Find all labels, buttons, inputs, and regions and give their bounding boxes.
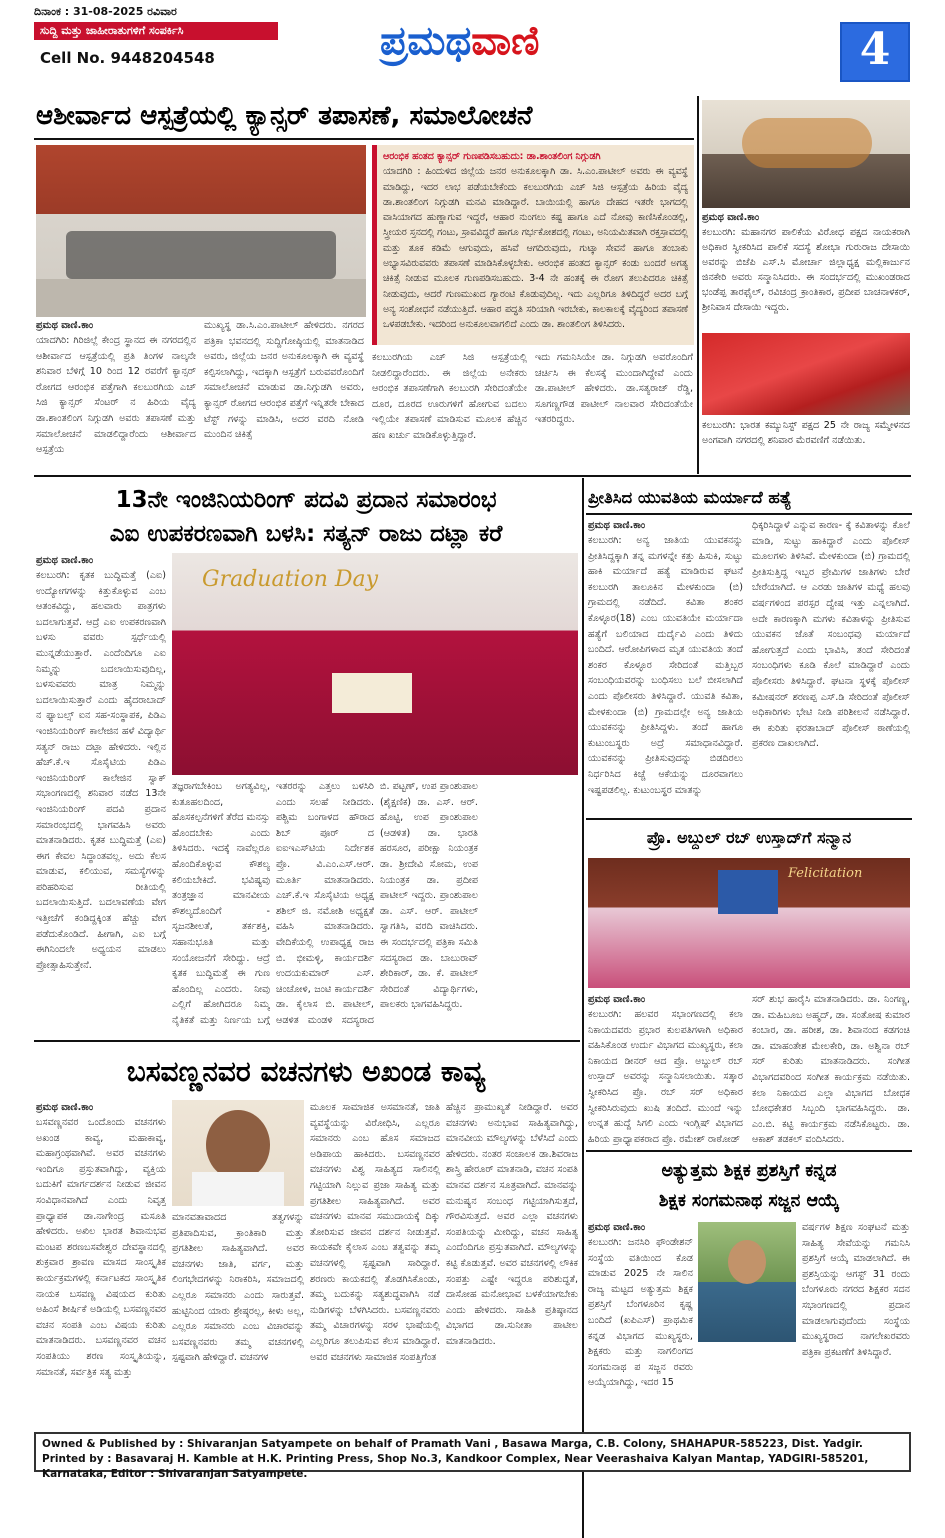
story5-byline: ಪ್ರಮಥ ವಾಣಿ.ಕಾಂ — [36, 1102, 94, 1113]
story6-headline-1: ಅತ್ಯುತ್ತಮ ಶಿಕ್ಷಕ ಪ್ರಶಸ್ತಿಗೆ ಕನ್ನಡ — [661, 1161, 837, 1181]
story6-headline-2: ಶಿಕ್ಷಕ ಸಂಗಮನಾಥ ಸಜ್ಜನ ಆಯ್ಕೆ — [658, 1191, 840, 1211]
story3-column-1: ಕಲಬುರಗಿ: ಅನ್ಯ ಜಾತಿಯ ಯುವಕನನ್ನು ಪ್ರೀತಿಸಿದ್ದಕ್ಕಾಗಿ ತನ್ನ ಮಗಳನ್ನೇ ಕತ್ತು ಹಿಸುಕಿ, ಸುಟ್ಟು ಹಾಕಿ ಮರ್ಯಾದೆ ಹತ್ಯೆ ಮಾಡಿರುವ ಘಟನೆ ಕಲಬುರಗಿ ತಾಲೂಕಿನ ಮೇಳಕುಂದಾ (ಬಿ) ಗ್ರಾಮದಲ್ಲಿ ನಡೆದಿದೆ. ಕವಿತಾ ಶಂಕರ ಕೊಳ್ಳೂರ(18) ಎಂಬ ಯುವತಿಯೇ ಮರ್ಯಾದಾ ಹತ್ಯೆಗೆ ಬಲಿಯಾದ ದುರ್ದೈವಿ ಎಂದು ತಿಳಿದು ಬಂದಿದೆ. ಆರೋಪಿಗಳಾದ ಮೃತ ಯುವತಿಯ ತಂದೆ ಶಂಕರ ಕೊಳ್ಳೂರ ಸೇರಿದಂತೆ ಮತ್ತಿಬ್ಬರ ಸಂಬಂಧಿಯವರನ್ನು ಬಂಧಿಸಲು ಬಲೆ ಬೀಸಲಾಗಿದೆ ಎಂದು ಪೊಲೀಸರು ತಿಳಿಸಿದ್ದಾರೆ. ಯುವತಿ ಕವಿತಾ, ಮೇಳಕುಂದಾ (ಬಿ) ಗ್ರಾಮದಲ್ಲೇ ಅನ್ಯ ಜಾತಿಯ ಯುವಕನನ್ನು ಪ್ರೀತಿಸಿದ್ದಳು. ತಂದೆ ಹಾಗೂ ಕುಟುಂಬಸ್ಥರು ಅದ್ರೆ ಸಮಾಧಾನವಿದ್ದಾರೆ. ಯುವಕನನ್ನು ಪ್ರೀತಿಸುವುದನ್ನು ಬಿಡದಿರಲು ನಿರ್ಧರಿಸಿದ ಕಿಚ್ಚೆ ಆಕೆಯನ್ನು ದೂರವಾಗಲು ಇಷ್ಟಪಡಲಿಲ್ಲ. ಕುಟುಂಬಸ್ಥರ ಮಾತನ್ನು — [588, 535, 743, 796]
teacher-portrait — [698, 1222, 796, 1342]
story1-column-3: ಕಲಬುರಗಿಯ ಎಚ್ ಸಿಜಿ ಆಸ್ಪತ್ರೆಯಲ್ಲಿ ನೀಡಲಿದ್ದಾರೆಂದರು. ಈ ಜಿಲ್ಲೆಯ ಅನೇಕರು ಆರಂಭಿಕ ತಪಾಸಣೆಗಾಗಿ ಕಲಬುರಗಿ ಸೇರಿದಂತೆಯೇ ದೂರ, ದೂರದ ಊರುಗಳಿಗೆ ಹೋಗುವ ಬದಲು ಇಲ್ಲಿಯೇ ತಪಾಸಣೆ ಮಾಡಿಸುವ ಮೂಲಕ ಹೆಚ್ಚಿನ ಹಣ ಖರ್ಚು ಮಾಡಿಕೊಳ್ಳುತ್ತಿದ್ದಾರೆ. — [372, 352, 527, 441]
felicitation-photo — [702, 100, 910, 208]
divider — [34, 475, 911, 477]
story5-column-4: ಹೆಚ್ಚಿನ ಪ್ರಾಮುಖ್ಯತೆ ನೀಡಿದ್ದಾರೆ. ಅವರ ವಚನಗಳು ಅನುಭಾವ ಸಾಹಿತ್ಯವಾಗಿದ್ದು, ಮಾನವೀಯ ಮೌಲ್ಯಗಳನ್ನು ಬೆಳೆಸಿದೆ ಎಂದು ಹೇಳಿದರು. ನಂತರ ಸಂಚಾಲಕ ಡಾ.ಶಿವರಾಜ ಶಾಸ್ತ್ರಿ ಹೇರೂರ್ ಮಾತನಾಡಿ, ವಚನ ಸಂಪತಿ ಮಾನವ ದರ್ಶನ ಸೂತ್ರವಾಗಿದೆ. ಮಾನವನ್ನು ಮನುಷ್ಯನ ಸಂಬಂಧ ಗಟ್ಟಿಯಾಗಿಸುತ್ತದೆ, ಗೌರವಿಸುತ್ತದೆ. ಅವರ ಎಲ್ಲಾ ವಚನಗಳು ಸಂಪತಿಯನ್ನು ಮೀರಿದ್ದು, ವಚನ ಸಾಹಿತ್ಯ ಎಂದೆಂದಿಗೂ ಪ್ರಸ್ತುತವಾಗಿದೆ. ಮೌಲ್ಯಗಳನ್ನು ಕಟ್ಟಿ ಕೊಡುತ್ತವೆ. ಅವರ ವಚನಗಳಲ್ಲಿ ಲೌಕಿಕ ಸಂಪತ್ತು ಎಷ್ಟೇ ಇದ್ದರೂ ಪರಿಶುದ್ಧತೆ, ದಾಸೋಹ ಮನೋಭಾವ ಬಳಕೆಯಾಗಬೇಕು ಎಂದು ಹೇಳಿದರು. ಸಾಹಿತಿ ಪ್ರತಿಷ್ಠಾನದ ವಿಭಾಗದ ಡಾ.ಸುನೀತಾ ಪಾಟೀಲ ಮಾತನಾಡಿದರು. — [446, 1102, 578, 1347]
story2-headline-1: 13ನೇ ಇಂಜಿನಿಯರಿಂಗ್ ಪದವಿ ಪ್ರದಾನ ಸಮಾರಂಭ — [115, 487, 497, 513]
felicitation-caption: ಕಲಬುರಗಿ: ಮಹಾನಗರ ಪಾಲಿಕೆಯ ವಿರೋಧ ಪಕ್ಷದ ನಾಯಕರಾಗಿ ಅಧಿಕಾರ ಸ್ವೀಕರಿಸಿದ ಪಾಲಿಕೆ ಸದಸ್ಯೆ ಶೋಭಾ ಗುರುರಾಜ ದೇಸಾಯಿ ಅವರನ್ನು ಬಿಜೆಪಿ ಎಸ್.ಸಿ ಮೋರ್ಚಾ ಜಿಲ್ಲಾಧ್ಯಕ್ಷ ಮಲ್ಲಿಕಾರ್ಜುನ ಜಿನಕೇರಿ ಅವರು ಸನ್ಮಾನಿಸಿದರು. ಈ ಸಂದರ್ಭದಲ್ಲಿ ಮುಖಂಡರಾದ ಭಂಡೆಪ್ಪ ತಾರಫೈಲ್, ರವಿಚಂದ್ರ ಕ್ರಾಂತಿಕಾರ, ಪ್ರದೀಪ ಬಾಚನಾಳಕರ್, ಶ್ರೀನಿವಾಸ ದೇಸಾಯಿ ಇದ್ದರು. — [702, 227, 910, 313]
divider — [34, 1040, 580, 1042]
story5-column-1: ಬಸವಣ್ಣನವರ ಒಂದೊಂದು ವಚನಗಳು ಅಖಂಡ ಕಾವ್ಯ, ಮಹಾಕಾವ್ಯ, ಮಹಾಗ್ರಂಥವಾಗಿವೆ. ಅವರ ವಚನಗಳು ಇಂದಿಗೂ ಪ್ರಸ್ತುತವಾಗಿದ್ದು, ವ್ಯಕ್ತಿಯ ಬದುಕಿಗೆ ಮಾರ್ಗದರ್ಶನ ನೀಡುವ ಜೀವನ ಸಂವಿಧಾನವಾಗಿದೆ ಎಂದು ನಿವೃತ್ತ ಪ್ರಾಧ್ಯಾಪಕ ಡಾ.ನಾಗೇಂದ್ರ ಮಸೂತಿ ಹೇಳಿದರು. ಅಖಿಲ ಭಾರತ ಶಿವಾನುಭವ ಮಂಟಪ ಶರಣಬಸವೇಶ್ವರ ದೇವಸ್ಥಾನದಲ್ಲಿ ಶುಕ್ರವಾರ ಶ್ರಾವಣ ಮಾಸದ ಸಾಂಸ್ಕೃತಿಕ ಕಾರ್ಯಕ್ರಮಗಳಲ್ಲಿ ಕರ್ನಾಟಕದ ಸಾಂಸ್ಕೃತಿಕ ನಾಯಕ ಬಸವಣ್ಣ ವಿಷಯದ ಕುರಿತು ಅಹಿಂಸೆ ಶೀರ್ಷಿಕೆ ಅಡಿಯಲ್ಲಿ ಬಸವಣ್ಣನವರ ವಚನ ಸಂಪತಿ ಎಂಬ ವಿಷಯ ಕುರಿತು ಮಾತನಾಡಿದರು. ಬಸವಣ್ಣನವರ ವಚನ ಸಂಪತಿಯು ಶರಣ ಸಂಸ್ಕೃತಿಯನ್ನು, ಸಮಾನತೆ, ಸರ್ವತ್ರಿಕ ಸತ್ಯ ಮತ್ತು — [36, 1117, 166, 1378]
story2-column-5 — [484, 779, 578, 1032]
story2-column-4: ಬಿ. ಪಟ್ಟಣ್, ಉಪ ಪ್ರಾಂಶುಪಾಲ (ಶೈಕ್ಷಣಿಕ) ಡಾ. ಎಸ್. ಆರ್. ಹೊಟ್ಟಿ, ಉಪ ಪ್ರಾಂಶುಪಾಲ (ಆಡಳಿತ) ಡಾ. ಭಾರತಿ ಹರಸೂರ, ಪರೀಕ್ಷಾ ನಿಯಂತ್ರಕ ಡಾ. ಶ್ರೀದೇವಿ ಸೋಮ, ಉಪ ನಿಯಂತ್ರಕ ಡಾ. ಪ್ರದೀಪ ಪಾಟೀಲ್ ಇದ್ದರು. ಪ್ರಾಂಶುಪಾಲ ಡಾ. ಎಸ್. ಆರ್. ಪಾಟೀಲ್ ಸ್ವಾಗತಿಸಿ, ವರದಿ ವಾಚಿಸಿದರು. ಈ ಸಂದರ್ಭದಲ್ಲಿ ಪತ್ರಿಕಾ ಸಮಿತಿ ಸದಸ್ಯರಾದ ಡಾ. ಬಾಬುರಾವ್ ಶೇರಿಕಾರ್, ಡಾ. ಕೆ. ಪಾಟೀಲ್ ಸೇರಿದಂತೆ ವಿದ್ಯಾರ್ಥಿಗಳು, ಪಾಲಕರು ಭಾಗವಹಿಸಿದ್ದರು. — [380, 781, 478, 1011]
story1-headline: ಆಶೀರ್ವಾದ ಆಸ್ಪತ್ರೆಯಲ್ಲಿ ಕ್ಯಾನ್ಸರ್ ತಪಾಸಣೆ, ಸಮಾಲೋಚನೆ — [36, 101, 533, 131]
press-meet-photo — [36, 145, 366, 317]
divider — [586, 513, 912, 515]
divider — [582, 478, 584, 1538]
story1-pull-quote — [372, 145, 694, 345]
story4-column-2: ಸರ್ ಶುಭ ಹಾರೈಸಿ ಮಾತನಾಡಿದರು. ಡಾ. ನಿಂಗಣ್ಣ, ಡಾ. ಮಹಿಬೂಬ ಅಹ್ಮದ್, ಡಾ. ಸಂತೋಷ ಕುಮಾರ ಕಂಬಾರ, ಡಾ. ಹರೀಶ, ಡಾ. ಶಿವಾನಂದ ಕಡಗಂಚಿ ಡಾ. ಮಾಹಂತೇಶ ಮೇಲಕೇರಿ, ಡಾ. ಅಶ್ವಿನಾ ರಬ್ ಸರ್ ಕುರಿತು ಮಾತನಾಡಿದರು. ಸಂಗೀತ ವಿಭಾಗದವರಿಂದ ಸಂಗೀತ ಕಾರ್ಯಕ್ರಮ ನಡೆಯಿತು. ಕಲಾ ನಿಕಾಯದ ಎಲ್ಲಾ ವಿಭಾಗದ ಬೋಧಕ ಬೋಧಕೇತರ ಸಿಬ್ಬಂದಿ ಭಾಗವಹಿಸಿದ್ದರು. ಡಾ. ಎಂ.ಬಿ. ಕಟ್ಟಿ ಕಾರ್ಯಕ್ರಮ ನಡೆಸಿಕೊಟ್ಟರು. ಡಾ. ಆಕಾಶ್ ತಡಕಲ್ ವಂದಿಸಿದರು. — [752, 994, 910, 1146]
story6-column-2: ವರ್ಷಗಳ ಶಿಕ್ಷಣ ಸಂಘಟನೆ ಮತ್ತು ಸಾಹಿತ್ಯ ಸೇವೆಯನ್ನು ಗಮನಿಸಿ ಪ್ರಶಸ್ತಿಗೆ ಆಯ್ಕೆ ಮಾಡಲಾಗಿದೆ. ಈ ಪ್ರಶಸ್ತಿಯನ್ನು ಆಗಸ್ಟ್ 31 ರಂದು ಬೆಂಗಳೂರು ನಗರದ ಶಿಕ್ಷಕರ ಸದನ ಸಭಾಂಗಣದಲ್ಲಿ ಪ್ರದಾನ ಮಾಡಲಾಗುವುದೆಂದು ಸಂಸ್ಥೆಯ ಮುಖ್ಯಸ್ಥರಾದ ನಾಗಲೇಖರವರು ಪತ್ರಿಕಾ ಪ್ರಕಟಣೆಗೆ ತಿಳಿಸಿದ್ದಾರೆ. — [802, 1222, 910, 1358]
imprint-footer: Owned & Published by : Shivaranjan Satyampete on behalf of Pramath Vani , Basawa Marga, C.B. Colony, SHAHAPUR-585223, Dist. Yadgir. Printed by : Basavaraj H. Kamble at H.K. Printing Press, Shop No.3, Kandkoor Complex, Near Veerashaiva Kalyan Mantap, YADGIRI-585201, Karnataka, Editor : Shivaranjan Satyampete. — [34, 1432, 911, 1472]
right-top-byline: ಪ್ರಮಥ ವಾಣಿ.ಕಾಂ — [702, 212, 760, 223]
story1-quote-text: ಯಾದಗಿರಿ : ಹಿಂದುಳಿದ ಜಿಲ್ಲೆಯ ಜನರ ಅನುಕೂಲಕ್ಕಾಗಿ ಡಾ. ಸಿ.ಎಂ.ಪಾಟೀಲ್ ಅವರು ಈ ವ್ಯವಸ್ಥೆ ಮಾಡಿದ್ದು, ಇದರ ಲಾಭ ಪಡೆಯಬೇಕೆಂದು ಕಲಬುರಗಿಯ ಎಚ್ ಸಿಜಿ ಆಸ್ಪತ್ರೆಯ ಹಿರಿಯ ವೈದ್ಯ ಡಾ.ಶಾಂತಲಿಂಗ ನಿಗ್ಗುಡಗಿ ಮನವಿ ಮಾಡಿದ್ದಾರೆ. ಬಾಯಿಯಲ್ಲಿ ಹಾಗೂ ದೇಹದ ಇತರೇ ಭಾಗದಲ್ಲಿ ವಾಸಿಯಾಗದ ಹುಣ್ಣಾಗುವ ಇದ್ದರೆ, ಆಹಾರ ನುಂಗಲು ಕಷ್ಟ ಹಾಗೂ ಎದೆ ನೋವು ಕಾಣಿಸಿಕೊಂಡಲ್ಲಿ, ಸ್ತ್ರೀಯರ ಸ್ತನದಲ್ಲಿ ಗಂಟು, ಸ್ರಾವವಿದ್ದರೆ ಹಾಗೂ ಗರ್ಭಕೋಶದಲ್ಲಿ ಗಂಟು, ಅನಿಯಮಿತವಾಗಿ ರಕ್ತಸ್ರಾವದಲ್ಲಿ ಮತ್ತು ತೂಕ ಕಡಿಮೆ ಆಗುವುದು, ಹಸಿವೆ ಆಗದಿರುವುದು, ಗುಟ್ಕಾ ಸೇವನೆ ಹಾಗೂ ತಂಬಾಕು ಅಭ್ಯಾಸವಿರುವವರು ತಪಾಸಣೆ ಮಾಡಿಸಿಕೊಳ್ಳಬೇಕು. ಆರಂಭಿಕ ಹಂತದ ಕ್ಯಾನ್ಸರ್ ಕಂಡು ಬಂದರೆ ಅಗತ್ಯ ಚಿಕಿತ್ಸೆ ನೀಡುವ ಮೂಲಕ ಗುಣಪಡಿಸಬಹುದು. 3-4 ನೇ ಹಂತಕ್ಕೆ ಈ ರೋಗ ತಲುಪಿದರೂ ಚಿಕಿತ್ಸೆ ನೀಡುವುದು, ಆದರೆ ಗುಣಮುಖದ ಗ್ಯಾರಂಟಿ ಕೊಡುವುದಿಲ್ಲ. ಇದು ಎಲ್ಲರಿಗೂ ತಿಳಿದಿದ್ದರೆ ಅದರ ಬಗ್ಗೆ ಅನ್ಯ ಸಂಶೋಧನೆ ನಡೆಯುತ್ತಿದೆ. ಆಹಾರ ಪದ್ಧತಿ ಸರಿಯಾಗಿ ಇರಬೇಕು, ಕಾಲಕಾಲಕ್ಕೆ ವೈದ್ಯರಿಂದ ತಪಾಸಣೆ ಒಳಪಡಬೇಕು. ಇದರಿಂದ ಅನುಕೂಲವಾಗಲಿದೆ ಎಂದು ಡಾ. ಶಾಂತಲಿಂಗ ತಿಳಿಸಿದರು. — [383, 166, 688, 331]
story1-column-2: ಮುಖ್ಯಸ್ಥ ಡಾ.ಸಿ.ಎಂ.ಪಾಟೀಲ್ ಹೇಳಿದರು. ನಗರದ ಪತ್ರಿಕಾ ಭವನದಲ್ಲಿ ಸುದ್ದಿಗೋಷ್ಠಿಯಲ್ಲಿ ಮಾತನಾಡಿದ ಅವರು, ಜಿಲ್ಲೆಯ ಜನರ ಅನುಕೂಲಕ್ಕಾಗಿ ಈ ವ್ಯವಸ್ಥೆ ಕಲ್ಪಿಸಲಾಗಿದ್ದು, ಇದಕ್ಕಾಗಿ ಆಸ್ಪತ್ರೆಗೆ ಬರುವವರೊಂದಿಗೆ ಸಮಾಲೋಚನೆ ಮಾಡುವ ಡಾ.ನಿಗ್ಗುಡಗಿ ಅವರು, ಕ್ಯಾನ್ಸರ್ ರೋಗದ ಆರಂಭಿಕ ಪತ್ತೆಗೆ ಇನ್ನಿತರೇ ಬೇಕಾದ ಟೆಸ್ಟ್ ಗಳನ್ನು ಮಾಡಿಸಿ, ಅದರ ವರದಿ ನೋಡಿ ಮುಂದಿನ ಚಿಕಿತ್ಸೆ — [204, 320, 364, 441]
divider — [697, 96, 699, 474]
story2-column-2: ತಜ್ಞರಾಗಬೇಕಿಂಬ ಅಗತ್ಯವಿಲ್ಲ, ಕುತೂಹಲದಿಂದ, ಹೊಸಕಲ್ಪನೆಗಳಿಗೆ ತೆರೆದ ಮನಸ್ಸು ಹೊಂದಬೇಕು ಎಂದು ತಿಳಿಸಿದರು. ಇದಕ್ಕೆ ನಾವೆಲ್ಲರೂ ಹೊಂದಿಕೊಳ್ಳುವ ಕೌಶಲ್ಯ ಕಲಿಯಬೇಕಿದೆ. ಭವಿಷ್ಯವು ತಂತ್ರಜ್ಞಾನ ಮಾನವೀಯ ಕೌಶಲ್ಯದೊಂದಿಗೆ - ಸೃಜನಶೀಲತೆ, ತರ್ಕಶಕ್ತಿ, ಸಹಾನುಭೂತಿ ಮತ್ತು ಸಂಯೋಜನೆಗೆ ಸೇರಿದ್ದು. ಆದ್ರೆ ಕೃತಕ ಬುದ್ಧಿಮತ್ತೆ ಈ ಗುಣ ಹೊಂದಿಲ್ಲ ಎಂದರು. ನೀವು ಎಲ್ಲಿಗೆ ಹೋಗಿದರೂ ನಿಮ್ಮ ನೈತಿಕತೆ ಮತ್ತು ನಿರ್ಣಯ ಬಗ್ಗೆ — [172, 781, 270, 1026]
graduation-banner-text: Graduation Day — [202, 567, 379, 592]
story3-byline: ಪ್ರಮಥ ವಾಣಿ.ಕಾಂ — [588, 520, 646, 531]
story2-byline: ಪ್ರಮಥ ವಾಣಿ.ಕಾಂ — [36, 555, 94, 566]
story6-byline: ಪ್ರಮಥ ವಾಣಿ.ಕಾಂ — [588, 1222, 646, 1233]
contact-strip: ಸುದ್ದಿ ಮತ್ತು ಜಾಹೀರಾತುಗಳಿಗೆ ಸಂಪರ್ಕಿಸಿ — [34, 22, 278, 40]
story4-headline: ಪ್ರೊ. ಅಬ್ದುಲ್ ರಬ್ ಉಸ್ತಾದ್‌ಗೆ ಸನ್ಮಾನ — [646, 828, 852, 847]
story2-column-3: ಇತರರನ್ನು ಎತ್ತಲು ಬಳಸಿರಿ ಎಂದು ಸಲಹೆ ನೀಡಿದರು. ಪಶ್ಚಿಮ ಬಂಗಾಳದ ಹೌರಾದ ಶಿಬ್ ಪೂರ್ ದ ಐಐಇಎಸ್‌ಟಿಯ ನಿರ್ದೇಶಕ ಪ್ರೊ. ವಿ.ಎಂ.ಎಸ್.ಆರ್. ಮೂರ್ತಿ ಮಾತನಾಡಿದರು. ಎಚ್.ಕೆ.ಇ ಸೊಸೈಟಿಯ ಅಧ್ಯಕ್ಷ ಶಶಿಲ್ ಜಿ. ನಮೋಶಿ ಅಧ್ಯಕ್ಷತೆ ವಹಿಸಿ ಮಾತನಾಡಿದರು. ವೇದಿಕೆಯಲ್ಲಿ ಉಪಾಧ್ಯಕ್ಷ ರಾಜ ಬಿ. ಭೀಮಳ್ಳಿ, ಕಾರ್ಯದರ್ಶಿ ಉದಯಕುಮಾರ್ ಎಸ್. ಚಿಂಚೋಳಿ, ಜಂಟಿ ಕಾರ್ಯದರ್ಶಿ ಡಾ. ಕೈಲಾಸ ಬಿ. ಪಾಟೀಲ್, ಆಡಳಿತ ಮಂಡಳಿ ಸದಸ್ಯರಾದ — [276, 781, 374, 1026]
divider — [586, 818, 912, 820]
story3-headline: ಪ್ರೀತಿಸಿದ ಯುವತಿಯ ಮರ್ಯಾದೆ ಹತ್ಯೆ — [588, 488, 792, 507]
paper-logo — [380, 18, 630, 82]
logo-text-pramatha: ಪ್ರಮಥ — [380, 18, 472, 64]
felicitation-event-photo — [588, 858, 910, 988]
story1-column-1: ಯಾದಗಿರಿ: ಗಿರಿಜಿಲ್ಲೆ ಕೇಂದ್ರ ಸ್ಥಾನದ ಈ ನಗರದಲ್ಲಿನ ಆಶೀರ್ವಾದ ಆಸ್ಪತ್ರೆಯಲ್ಲಿ ಪ್ರತಿ ತಿಂಗಳ ನಾಲ್ಕನೇ ಶನಿವಾರ ಬೆಳಿಗ್ಗೆ 10 ರಿಂದ 12 ರವರೆಗೆ ಕ್ಯಾನ್ಸರ್ ರೋಗದ ಆರಂಭಿಕ ಪತ್ತೆಗಾಗಿ ಕಲಬುರಗಿಯ ಎಚ್ ಸಿಜಿ ಕ್ಯಾನ್ಸರ್ ಸೆಂಟರ್ ನ ಹಿರಿಯ ವೈದ್ಯ ಡಾ.ಶಾಂತಲಿಂಗ ನಿಗ್ಗುಡಗಿ ಅವರು ತಪಾಸಣೆ ಮತ್ತು ಸಮಾಲೋಚನೆ ಮಾಡಲಿದ್ದಾರೆಂದು ಆಶೀರ್ವಾದ ಆಸ್ಪತ್ರೆಯ — [36, 335, 196, 456]
edition-date: ದಿನಾಂಕ : 31-08-2025 ರವಿವಾರ — [34, 5, 177, 18]
story3-column-2: ಧಿಕ್ಕರಿಸಿದ್ದಾಳೆ ಎನ್ನುವ ಕಾರಣ- ಕ್ಕೆ ಕವಿತಾಳನ್ನು ಕೊಲೆ ಮಾಡಿ, ಸುಟ್ಟು ಹಾಕಿದ್ದಾರೆ ಎಂದು ಪೊಲೀಸ್ ಮೂಲಗಳು ತಿಳಿಸಿವೆ. ಮೇಳಕುಂದಾ (ಬಿ) ಗ್ರಾಮದಲ್ಲಿ ಪ್ರೀತಿಸುತ್ತಿದ್ದ ಇಬ್ಬರ ಪ್ರೇಮಿಗಳ ಜಾತಿಗಳು ಬೇರೆ ಬೇರೆಯಾಗಿದೆ. ಆ ಎರಡು ಜಾತಿಗಳ ಮಧ್ಯೆ ಹಲವು ವರ್ಷಗಳಿಂದ ಪರಸ್ಪರ ದ್ವೇಷ ಇತ್ತು ಎನ್ನಲಾಗಿದೆ. ಅದೇ ಕಾರಣಕ್ಕಾಗಿ ಮಗಳು ಕವಿತಾಳನ್ನು ಪ್ರೀತಿಸುವ ಯುವಕನ ಜೊತೆ ಸಂಬಂಧವು ಮರ್ಯಾದೆ ಹೋಗುತ್ತದೆ ಎಂದು ಭಾವಿಸಿ, ತಂದೆ ಸೇರಿದಂತೆ ಸಂಬಂಧಿಗಳು ಕೂಡಿ ಕೊಲೆ ಮಾಡಿದ್ದಾರೆ ಎಂದು ಪೊಲೀಸರು ತಿಳಿಸಿದ್ದಾರೆ. ಘಟನಾ ಸ್ಥಳಕ್ಕೆ ಪೊಲೀಸ್ ಕಮೀಷನರ್ ಶರಣಪ್ಪ ಎಸ್.ಡಿ ಸೇರಿದಂತೆ ಪೊಲೀಸ್ ಅಧಿಕಾರಿಗಳು ಭೇಟಿ ನೀಡಿ ಪರಿಶೀಲನೆ ನಡೆಸಿದ್ದಾರೆ. ಈ ಕುರಿತು ಫರತಾಬಾದ್ ಪೊಲೀಸ್ ಠಾಣೆಯಲ್ಲಿ ಪ್ರಕರಣ ದಾಖಲಾಗಿದೆ. — [752, 520, 910, 750]
story5-column-3: ಮೂಲಕ ಸಾಮಾಜಿಕ ಅಸಮಾನತೆ, ಜಾತಿ ವ್ಯವಸ್ಥೆಯನ್ನು ವಿರೋಧಿಸಿ, ಎಲ್ಲರೂ ಸಮಾನರು ಎಂಬ ಹೊಸ ಸಮಾಜದ ಅಡಿಪಾಯ ಹಾಕಿದರು. ಬಸವಣ್ಣನವರ ವಚನಗಳು ವಿಶ್ವ ಸಾಹಿತ್ಯದ ಸಾಲಿನಲ್ಲಿ ಗಟ್ಟಿಯಾಗಿ ನಿಲ್ಲುವ ಪ್ರಜಾ ಸಾಹಿತ್ಯ ಮತ್ತು ಪ್ರಗತಿಶೀಲ ಸಾಹಿತ್ಯವಾಗಿದೆ. ಅವರ ವಚನಗಳು ಮಾನವ ಸಮುದಾಯಕ್ಕೆ ದಿಕ್ಕು ತೋರಿಸುವ ಜೀವನ ದರ್ಶನ ನೀಡುತ್ತವೆ. ಕಾಯಕವೇ ಕೈಲಾಸ ಎಂಬ ತತ್ವವನ್ನು ತಮ್ಮ ವಚನಗಳಲ್ಲಿ ಸ್ಪಷ್ಟವಾಗಿ ಸಾರಿದ್ದಾರೆ. ಶರಣರು ಕಾಯಕದಲ್ಲಿ ತೊಡಗಿಸಿಕೊಂಡು, ತಮ್ಮ ಬದುಕನ್ನು ಸತ್ಯಶುದ್ಧವಾಗಿಸಿ ನಡೆ ನುಡಿಗಳನ್ನು ಬೆಳಗಿಸಿದರು. ಬಸವಣ್ಣನವರು ತಮ್ಮ ವಿಚಾರಗಳನ್ನು ಸರಳ ಭಾಷೆಯಲ್ಲಿ ಎಲ್ಲರಿಗೂ ತಲುಪಿಸುವ ಕೆಲಸ ಮಾಡಿದ್ದಾರೆ. ಅವರ ವಚನಗಳು ಸಾಮಾಜಿಕ ಸಂಪತ್ತಿಗೆಂತ — [310, 1102, 440, 1363]
story5-column-2: ಮಾನವತಾವಾದದ ತತ್ವಗಳನ್ನು ಪ್ರತಿಪಾದಿಸುವ, ಕ್ರಾಂತಿಕಾರಿ ಮತ್ತು ಪ್ರಗತಿಶೀಲ ಸಾಹಿತ್ಯವಾಗಿದೆ. ಅವರ ವಚನಗಳು ಜಾತಿ, ವರ್ಗ, ಮತ್ತು ಲಿಂಗಭೇದಗಳನ್ನು ನಿರಾಕರಿಸಿ, ಸಮಾಜದಲ್ಲಿ ಎಲ್ಲರೂ ಸಮಾನರು ಎಂದು ಸಾರುತ್ತವೆ. ಹುಟ್ಟಿನಿಂದ ಯಾರು ಶ್ರೇಷ್ಠರಲ್ಲ, ಕೀಳು ಅಲ್ಲ, ಎಲ್ಲರೂ ಸಮಾನರು ಎಂಬ ವಿಚಾರವನ್ನು ಬಸವಣ್ಣನವರು ತಮ್ಮ ವಚನಗಳಲ್ಲಿ ಸ್ಪಷ್ಟವಾಗಿ ಹೇಳಿದ್ದಾರೆ. ವಚನಗಳ — [172, 1212, 304, 1364]
contact-cell-number: Cell No. 9448204548 — [40, 49, 215, 67]
felicitation-banner-text: Felicitation — [788, 866, 863, 881]
graduation-photo — [172, 553, 578, 775]
logo-text-vani: ವಾಣಿ — [471, 18, 540, 64]
divider — [34, 138, 694, 140]
story1-column-4: ಇದು ಗಮನಿಸಿಯೇ ಡಾ. ನಿಗ್ಗುಡಗಿ ಅವರೊಂದಿಗೆ ಚರ್ಚಿಸಿ ಈ ಕೆಲಸಕ್ಕೆ ಮುಂದಾಗಿದ್ದೇವೆ ಎಂದು ಡಾ.ಪಾಟೀಲ್ ಹೇಳಿದರು. ಡಾ.ಸತ್ಯರಾಜ್ ರೆಡ್ಡಿ, ಸೂಗಣ್ಣಗೌಡ ಪಾಟೀಲ್ ನಾಲವಾರ ಸೇರಿದಂತೆಯೇ ಇತರರಿದ್ದರು. — [535, 352, 693, 426]
rally-caption: ಕಲಬುರಗಿ: ಭಾರತ ಕಮ್ಯುನಿಸ್ಟ್ ಪಕ್ಷದ 25 ನೇ ರಾಜ್ಯ ಸಮ್ಮೇಳನದ ಅಂಗವಾಗಿ ನಗರದಲ್ಲಿ ಶನಿವಾರ ಮೆರವಣಿಗೆ ನಡೆಯಿತು. — [702, 420, 910, 446]
story2-column-1: ಕಲಬುರಗಿ: ಕೃತಕ ಬುದ್ಧಿಮತ್ತೆ (ಎಐ) ಉದ್ಯೋಗಗಳನ್ನು ಕಿತ್ತುಕೊಳ್ಳುವ ಎಂಬ ಆತಂಕವಿದ್ದು, ಹಲವಾರು ಪಾತ್ರಗಳು ಬದಲಾಗುತ್ತವೆ. ಆದ್ರೆ ಎಐ ಉಪಕರಣವಾಗಿ ಬಳಸು ವವರು ಸ್ಪರ್ಧೆಯಲ್ಲಿ ಮುನ್ನಡೆಯುತ್ತಾರೆ. ಎಂದೆಂದಿಗೂ ಎಐ ನಿಮ್ಮನ್ನು ಬದಲಾಯಿಸುವುದಿಲ್ಲ, ಬಳಸುವವರು ಮಾತ್ರ ನಿಮ್ಮನ್ನು ಬದಲಾಯಿಸುತ್ತಾರೆ ಎಂದು ಹೈದರಾಬಾದ್ ನ ಫ್ಯಾಬಲ್ಸ್ ಐನ ಸಹ-ಸಂಸ್ಥಾಪಕ, ಪಿಡಿಎ ಇಂಜಿನಿಯರಿಂಗ್ ಕಾಲೇಜಿನ ಹಳೆ ವಿದ್ಯಾರ್ಥಿ ಸತ್ಯನ್ ರಾಜು ದಟ್ಲಾ ಹೇಳಿದರು. ಇಲ್ಲಿನ ಹೆಚ್.ಕೆ.ಇ ಸೊಸೈಟಿಯ ಪಿಡಿಎ ಇಂಜಿನಿಯರಿಂಗ್ ಕಾಲೇಜಿನ ಸ್ವಾಕ್ ಸಭಾಂಗಣದಲ್ಲಿ ಶನಿವಾರ ನಡೆದ 13ನೇ ಇಂಜಿನಿಯರಿಂಗ್ ಪದವಿ ಪ್ರದಾನ ಸಮಾರಂಭದಲ್ಲಿ ಭಾಗವಹಿಸಿ ಅವರು ಮಾತನಾಡಿದರು. ಕೃತಕ ಬುದ್ಧಿಮತ್ತೆ (ಎಐ) ಈಗ ಕೇವಲ ಸಿದ್ಧಾಂತವಲ್ಲ. ಅದು ಕೆಲಸ ಮಾಡುವ, ಕಲಿಯುವ, ಸಮಸ್ಯೆಗಳನ್ನು ಪರಿಹರಿಸುವ ರೀತಿಯಲ್ಲಿ ಬದಲಾಯಿಸುತ್ತಿದೆ. ಬದಲಾವಣೆಯ ವೇಗ ಇತ್ತೀಚೆಗೆ ಕಂಡಿದ್ದಕ್ಕಿಂತ ಹೆಚ್ಚು ವೇಗ ಪಡೆದುಕೊಂಡಿದೆ. ಹೀಗಾಗಿ, ಎಐ ಬಗ್ಗೆ ಈಗಿನಿಂದಲೇ ಅಧ್ಯಯನ ಮಾಡಲು ಪ್ರೋತ್ಸಾಹಿಸುತ್ತೇನೆ. — [36, 570, 166, 971]
story4-column-1: ಕಲಬುರಗಿ: ಹಲವರ ಸಭಾಂಗಣದಲ್ಲಿ ಕಲಾ ನಿಕಾಯದವರು ಪ್ರಭಾರ ಕುಲಪತಿಗಳಾಗಿ ಅಧಿಕಾರ ವಹಿಸಿಕೊಂಡ ಉರ್ದು ವಿಭಾಗದ ಮುಖ್ಯಸ್ಥರು, ಕಲಾ ನಿಕಾಯದ ಡೀನರ್ ಆದ ಪ್ರೊ. ಅಬ್ದುಲ್ ರಬ್ ಉಸ್ತಾದ್ ಅವರನ್ನು ಸನ್ಮಾನಿಸಲಾಯಿತು. ಸತ್ಕಾರ ಸ್ವೀಕರಿಸಿದ ಪ್ರೊ. ರಬ್ ಸರ್ ಅಧಿಕಾರ ಸ್ವೀಕರಿಸಿರುವುದು ಖುಷಿ ತಂದಿದೆ. ಮುಂದೆ ಇನ್ನು ಉನ್ನತ ಹುದ್ದೆ ಸಿಗಲಿ ಎಂದು ಇಂಗ್ಲಿಷ್ ವಿಭಾಗದ ಹಿರಿಯ ಪ್ರಾಧ್ಯಾಪಕರಾದ ಪ್ರೊ. ರಮೇಶ್ ರಾಠೋಡ್ — [588, 1009, 743, 1145]
story6-column-1: ಕಲಬುರಗಿ: ಜನಸಿರಿ ಫೌಂಡೇಶನ್ ಸಂಸ್ಥೆಯ ವತಿಯಿಂದ ಕೊಡ ಮಾಡುವ 2025 ನೇ ಸಾಲಿನ ರಾಜ್ಯ ಮಟ್ಟದ ಅತ್ಯುತ್ತಮ ಶಿಕ್ಷಕ ಪ್ರಶಸ್ತಿಗೆ ಬೆಂಗಳೂರಿನ ಕೃಷ್ಣ ಬಂದಿದೆ (ಖಪಿಎಸ್) ಪ್ರಾಥಮಿಕ ಕನ್ನಡ ವಿಭಾಗದ ಮುಖ್ಯಸ್ಥರು, ಶಿಕ್ಷಕರು ಮತ್ತು ನಾಗಲಿಂಗದ ಸಂಗಮನಾಥ ಪ ಸಜ್ಜನ ರವರು ಆಯ್ಕೆಯಾಗಿದ್ದು, ಇದರ 15 — [588, 1237, 693, 1389]
speaker-photo — [172, 1100, 304, 1206]
story1-byline: ಪ್ರಮಥ ವಾಣಿ.ಕಾಂ — [36, 320, 94, 331]
story2-headline-2: ಎಐ ಉಪಕರಣವಾಗಿ ಬಳಸಿ: ಸತ್ಯನ್ ರಾಜು ದಟ್ಲಾ ಕರೆ — [109, 521, 503, 547]
story4-byline: ಪ್ರಮಥ ವಾಣಿ.ಕಾಂ — [588, 994, 646, 1005]
page-number: 4 — [840, 22, 910, 82]
story5-headline: ಬಸವಣ್ಣನವರ ವಚನಗಳು ಅಖಂಡ ಕಾವ್ಯ — [126, 1055, 486, 1088]
rally-photo — [702, 333, 910, 415]
story1-quote-headline: ಆರಂಭಿಕ ಹಂತದ ಕ್ಯಾನ್ಸರ್ ಗುಣಪಡಿಸಬಹುದು: ಡಾ.ಶಾಂತಲಿಂಗ ನಿಗ್ಗುಡಗಿ — [383, 151, 601, 162]
divider — [586, 1150, 912, 1152]
